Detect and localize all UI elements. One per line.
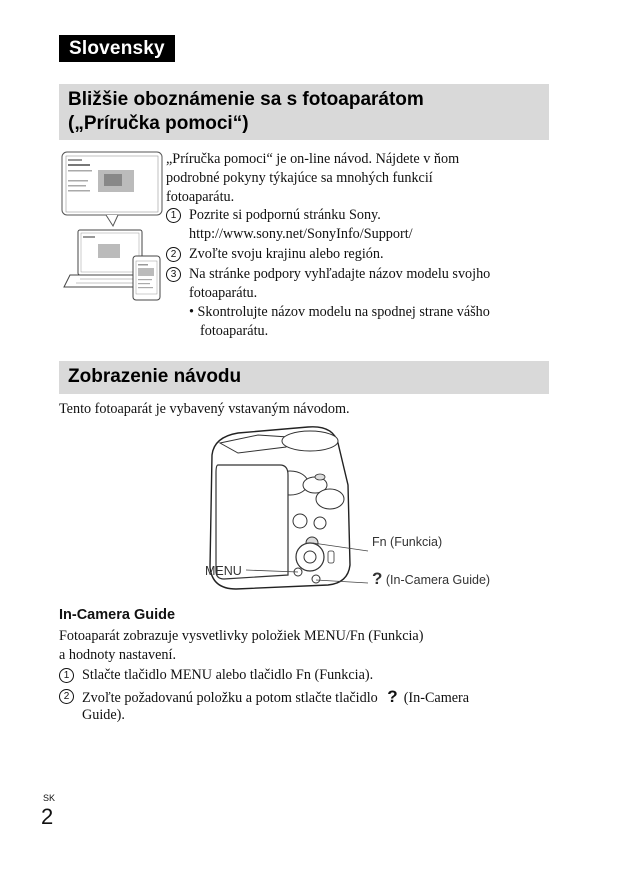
page-number: 2 [41, 804, 54, 829]
help-guide-intro [166, 150, 556, 207]
question-mark-icon: ? [372, 569, 383, 588]
support-url-link[interactable]: http://www.sony.net/SonyInfo/Support/ [189, 226, 413, 242]
step-text: Pozrite si podpornú stránku Sony. [189, 207, 381, 223]
manual-intro: Tento fotoaparát je vybavený vstavaným návodom. [59, 401, 350, 417]
intro-line-2: podrobné pokyny týkajúce sa mnohých funkcií [166, 170, 433, 186]
step-number: 3 [166, 267, 181, 282]
intro-line-3: fotoaparátu. [166, 189, 235, 205]
step-number: 2 [59, 689, 74, 704]
speech-bubble [62, 152, 162, 226]
section-heading-line2: („Príručka pomoci“) [68, 113, 249, 134]
language-code: SK [43, 793, 56, 803]
step-text: Zvoľte svoju krajinu alebo región. [189, 246, 384, 262]
menu-button-label: MENU [205, 564, 242, 578]
step-text: Stlačte tlačidlo MENU alebo tlačidlo Fn (Funkcia). [82, 667, 374, 683]
section-heading-help-guide [59, 84, 549, 140]
in-camera-guide-label [372, 569, 490, 589]
in-camera-guide-label-text: (In-Camera Guide) [385, 573, 491, 587]
note-line-2: fotoaparátu. [200, 323, 269, 339]
step-text: Na stránke podpory vyhľadajte názov modelu svojho [189, 266, 491, 282]
description-line-1: Fotoaparát zobrazuje vysvetlivky položiek MENU/Fn (Funkcia) [59, 628, 424, 644]
smartphone-icon [133, 256, 160, 300]
step-number: 1 [166, 208, 181, 223]
note-line-1: • Skontrolujte názov modelu na spodnej strane vášho [189, 304, 490, 320]
section-heading-line1: Bližšie oboznámenie sa s fotoaparátom [68, 89, 424, 110]
model-name-note [189, 303, 569, 341]
step-text-a: Zvoľte požadovanú položku a potom stlačte tlačidlo [82, 690, 378, 706]
description-line-2: a hodnoty nastavení. [59, 647, 177, 663]
in-camera-guide-description [59, 627, 549, 665]
language-tab: Slovensky [59, 35, 175, 62]
section-heading-manual: Zobrazenie návodu [59, 361, 549, 394]
laptop-phone-illustration [60, 150, 166, 302]
lcd-screen [216, 465, 288, 579]
in-camera-guide-heading: In-Camera Guide [59, 607, 176, 623]
step-text-line2: fotoaparátu. [189, 285, 258, 301]
question-mark-icon: ? [387, 687, 398, 706]
step-number: 2 [166, 247, 181, 262]
intro-line-1: „Príručka pomoci“ je on-line návod. Nájdete v ňom [166, 151, 460, 167]
step-text [82, 687, 469, 708]
fn-button-label: Fn (Funkcia) [372, 535, 443, 549]
step-number: 1 [59, 668, 74, 683]
step-text-b: (In-Camera [403, 690, 470, 706]
step-text-line2: Guide). [82, 707, 125, 723]
